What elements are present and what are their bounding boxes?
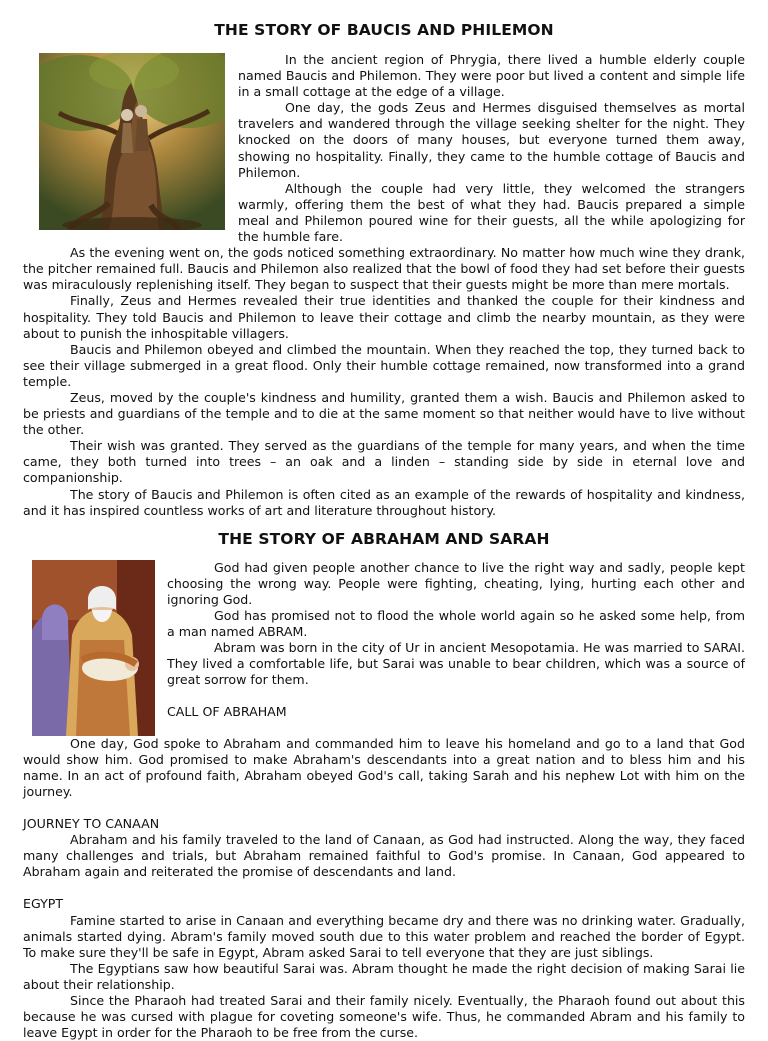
section-heading-egypt: EGYPT [23, 896, 64, 912]
section-heading-call-of-abraham: CALL OF ABRAHAM [167, 704, 287, 720]
story2-intro-paragraph: God has promised not to flood the whole world again so he asked some help, from a man named ABRAM. [167, 608, 745, 640]
story2-intro-paragraph: God had given people another chance to live the right way and sadly, people kept choosing the wrong way. People were fighting, cheating, lying, hurting each other and ignoring God. [167, 559, 745, 607]
story1-paragraph: One day, the gods Zeus and Hermes disguised themselves as mortal travelers and wandered through the village seeking shelter for the night. They knocked on the doors of many houses, but everyone turned them away, showing no hospitality. Finally, they came to the humble cottage of Baucis and Philemon. [238, 100, 745, 180]
story1-paragraph: Although the couple had very little, they welcomed the strangers warmly, offering them the best of what they had. Baucis prepared a simple meal and Philemon poured wine for their guests, all the while apologizing for the humble fare. [238, 180, 745, 245]
section-paragraph: Abraham and his family traveled to the land of Canaan, as God had instructed. Along the way, they faced many challenges and trials, but Abraham remained faithful to God's promise. In Canaan, God appeared to Abraham again and reiterated the promise of descendants and land. [23, 832, 745, 880]
story2-title: THE STORY OF ABRAHAM AND SARAH [218, 529, 550, 548]
section-paragraph: Since the Pharaoh had treated Sarai and their family nicely. Eventually, the Pharaoh found out about this because he was cursed with plague for coveting someone's wife. Thus, he commanded Abram and his family to leave Egypt in order for the Pharaoh to be free from the curse. [23, 993, 745, 1041]
story1-paragraph: Zeus, moved by the couple's kindness and humility, granted them a wish. Baucis and Philemon asked to be priests and guardians of the temple and to die at the same moment so that neither would have to live without the other. [23, 389, 745, 438]
story1-paragraph: The story of Baucis and Philemon is often cited as an example of the rewards of hospitality and kindness, and it has inspired countless works of art and literature throughout history. [23, 486, 745, 518]
story1-paragraph: Finally, Zeus and Hermes revealed their true identities and thanked the couple for their kindness and hospitality. They told Baucis and Philemon to leave their cottage and climb the nearby mountain, as they were about to punish the inhospitable villagers. [23, 293, 745, 341]
section-paragraph: The Egyptians saw how beautiful Sarai was. Abram thought he made the right decision of making Sarai lie about their relationship. [23, 960, 745, 992]
section-paragraph: One day, God spoke to Abraham and commanded him to leave his homeland and go to a land that God would show him. God promised to make Abraham's descendants into a great nation and to bless him and his name. In an act of profound faith, Abraham obeyed God's call, taking Sarah and his nephew Lot with him on the journey. [23, 735, 745, 799]
section-paragraph: Famine started to arise in Canaan and everything became dry and there was no drinking water. Gradually, animals started dying. Abram's family moved south due to this water problem and reached the border of Egypt. To make sure they'll be safe in Egypt, Abram asked Sarai to tell everyone that they are just siblings. [23, 912, 745, 960]
story1-paragraph: Their wish was granted. They served as the guardians of the temple for many years, and when the time came, they both turned into trees – an oak and a linden – standing side by side in eternal love and companionship. [23, 438, 745, 486]
story1-title: THE STORY OF BAUCIS AND PHILEMON [214, 21, 554, 39]
story1-paragraph: In the ancient region of Phrygia, there lived a humble elderly couple named Baucis and Philemon. They were poor but lived a content and simple life in a small cottage at the edge of a village. [238, 52, 745, 100]
section-heading-journey-to-canaan: JOURNEY TO CANAAN [23, 816, 160, 832]
baucis-philemon-trees-image [39, 53, 225, 230]
story2-intro-paragraph: Abram was born in the city of Ur in ancient Mesopotamia. He was married to SARAI. They lived a comfortable life, but Sarai was unable to bear children, which was a source of great sorrow for them. [167, 640, 745, 688]
story1-paragraph: As the evening went on, the gods noticed something extraordinary. No matter how much wine they drank, the pitcher remained full. Baucis and Philemon also realized that the bowl of food they had set before their guests was miraculously replenishing itself. They began to suspect that their guests might be more than mere mortals. [23, 245, 745, 293]
abraham-sarah-image [32, 560, 155, 736]
story1-paragraph: Baucis and Philemon obeyed and climbed the mountain. When they reached the top, they turned back to see their village submerged in a great flood. Only their humble cottage remained, now transformed into a grand temple. [23, 341, 745, 389]
document-page [23, 0, 745, 1041]
